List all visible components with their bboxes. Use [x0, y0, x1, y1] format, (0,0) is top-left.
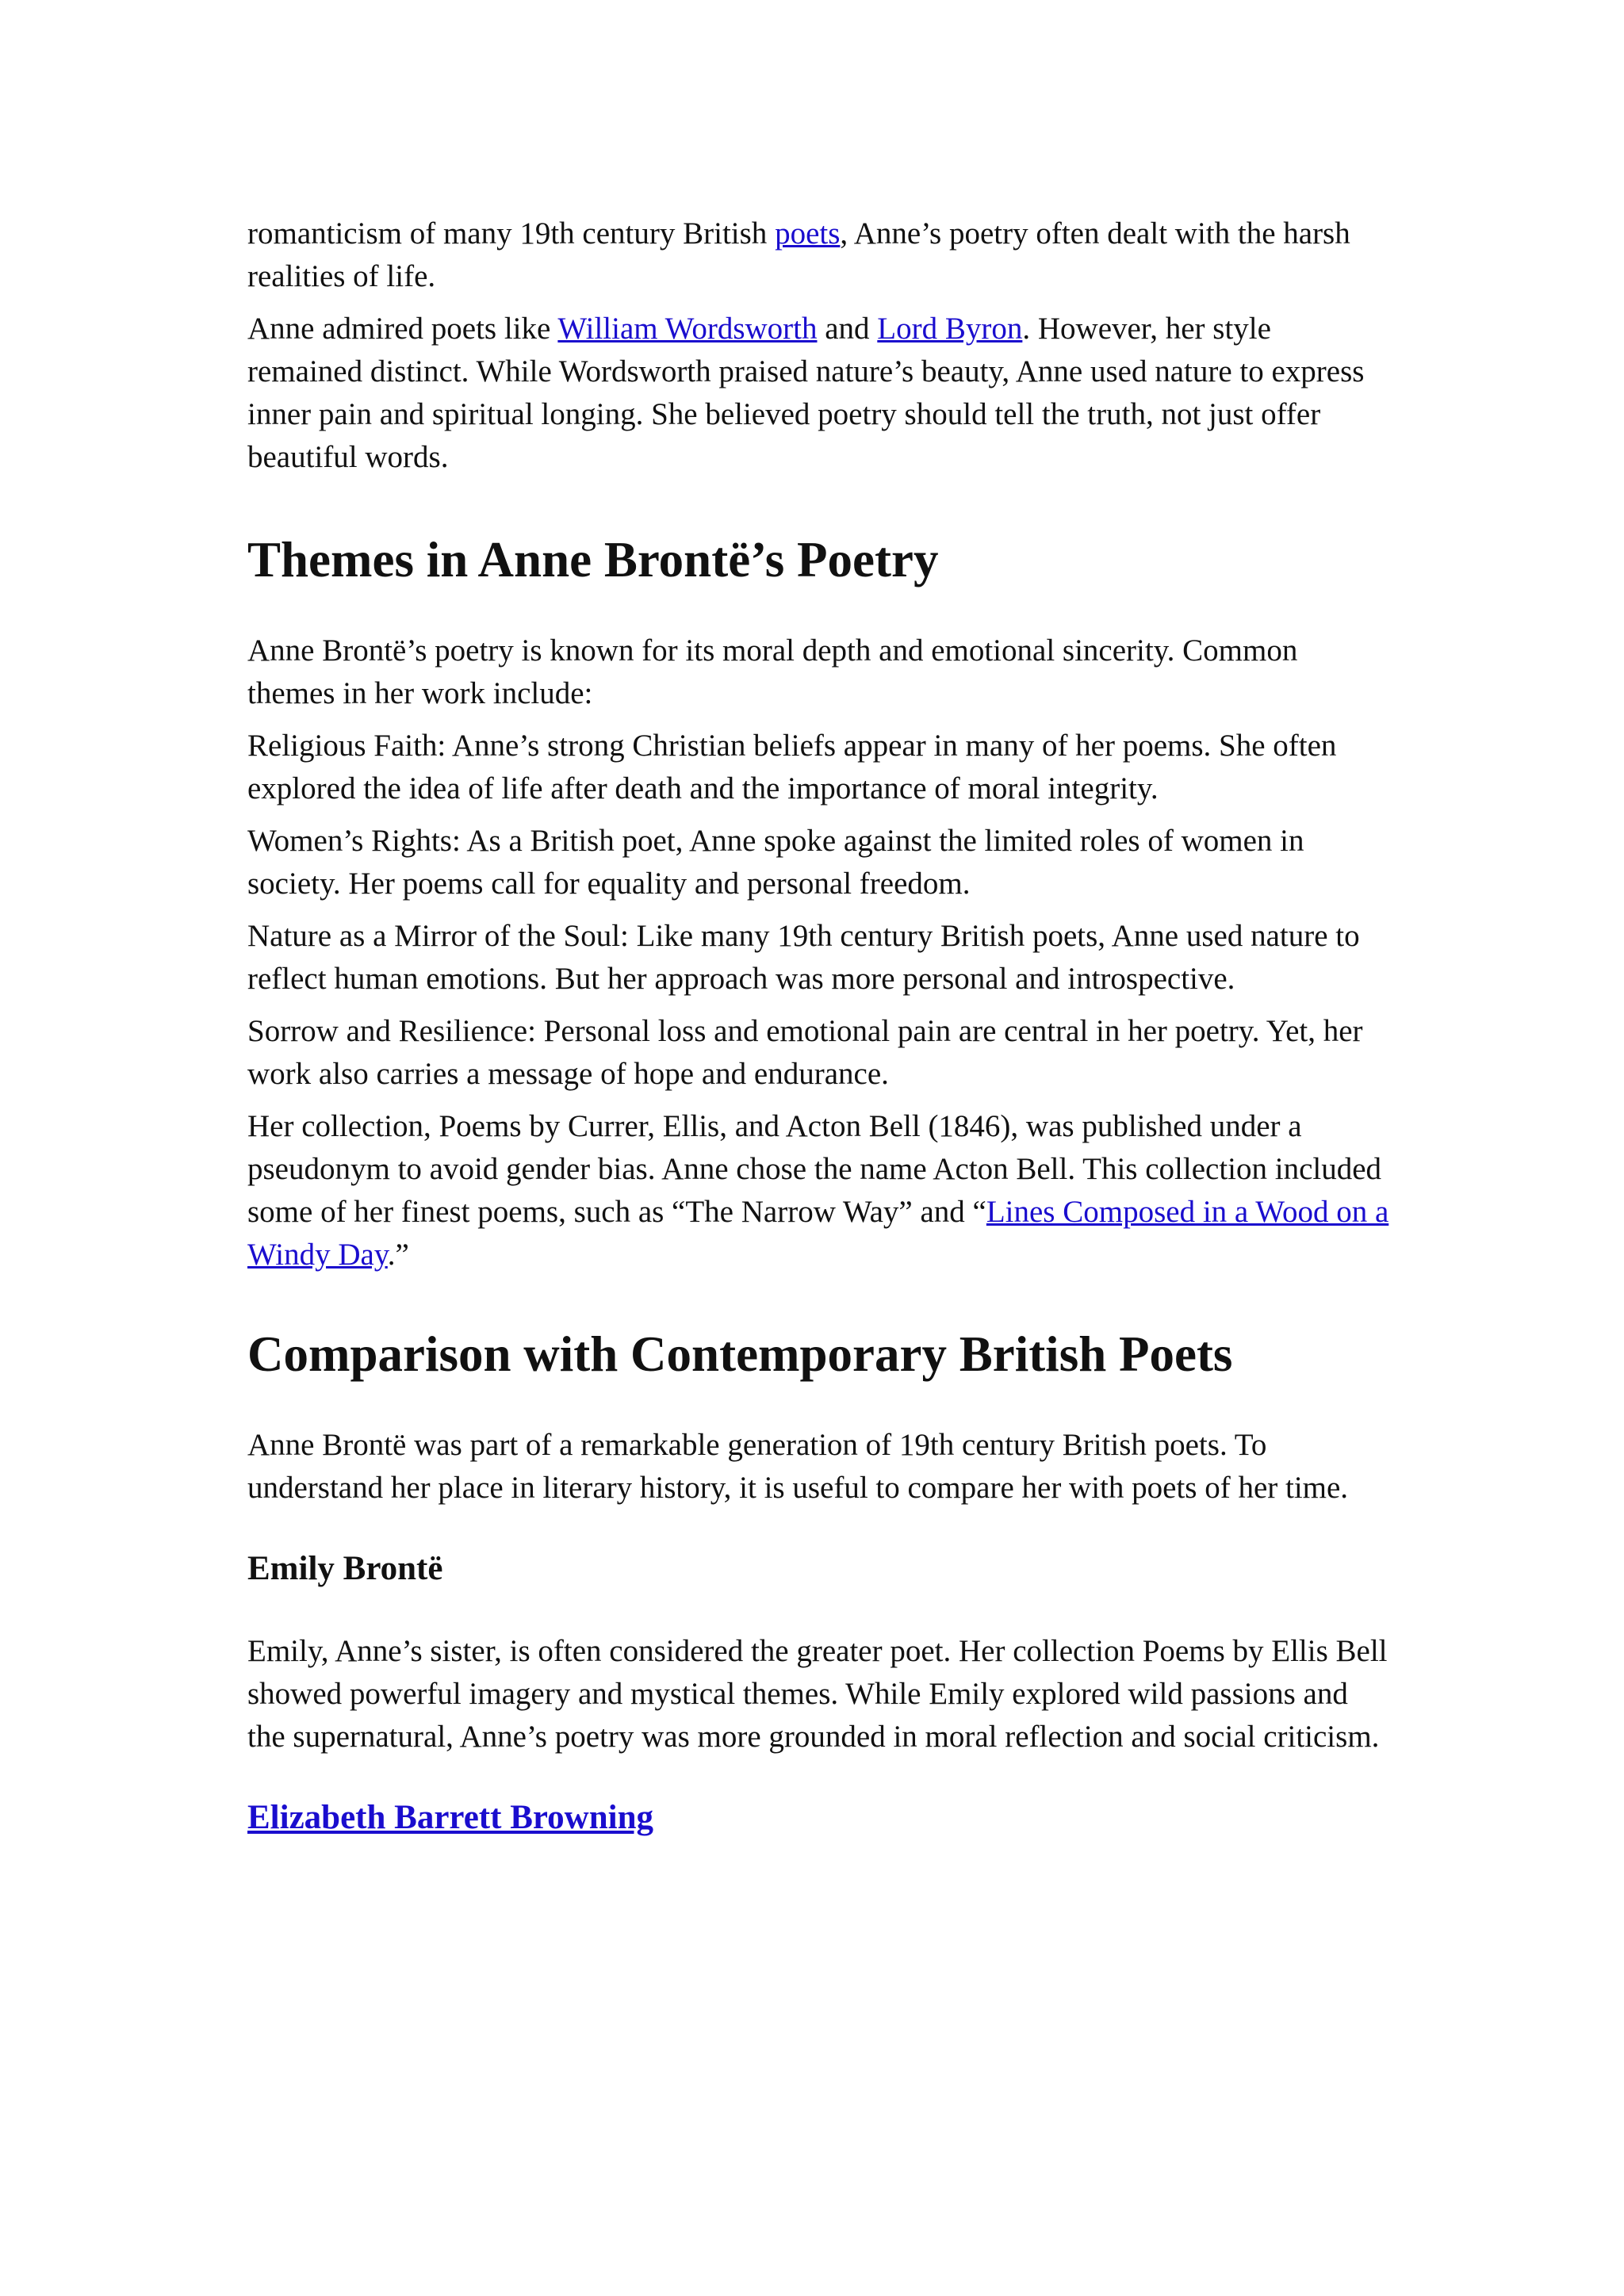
themes-heading: Themes in Anne Brontë’s Poetry [247, 532, 939, 587]
theme-item-religious-faith: Religious Faith: Anne’s strong Christian beliefs appear in many of her poems. She often explored the idea of life after death and the importance of moral integrity. [247, 729, 1337, 806]
intro-p2-before: Anne admired poets like [247, 312, 558, 346]
lines-composed-link[interactable]: Lines Composed in a Wood on a Windy Day [247, 1195, 1389, 1272]
intro-paragraph-2 [247, 308, 1389, 479]
theme-item-sorrow: Sorrow and Resilience: Personal loss and emotional pain are central in her poetry. Yet, her work also carries a message of hope and endurance. [247, 1014, 1363, 1091]
collection-paragraph [247, 1105, 1389, 1276]
emily-bronte-heading: Emily Brontë [247, 1550, 443, 1587]
theme-item-womens-rights: Women’s Rights: As a British poet, Anne spoke against the limited roles of women in society. Her poems call for equality and personal freedom. [247, 824, 1304, 901]
theme-item-nature: Nature as a Mirror of the Soul: Like many 19th century British poets, Anne used nature to reflect human emotions. But her approach was more personal and introspective. [247, 919, 1360, 996]
intro-paragraph-1 [247, 212, 1389, 298]
byron-link[interactable]: Lord Byron [877, 312, 1023, 346]
wordsworth-link[interactable]: William Wordsworth [557, 312, 818, 346]
elizabeth-browning-link[interactable]: Elizabeth Barrett Browning [247, 1799, 654, 1836]
intro-p1-before: romanticism of many 19th century British [247, 216, 776, 251]
document-page [247, 212, 1389, 1839]
collection-before: Her collection, Poems by Currer, Ellis, and Acton Bell (1846), was published under a pseudonym to avoid gender bias. Anne chose the name Acton Bell. This collection included some of her finest poems, such as “The Narrow Way” and “ [247, 1109, 1382, 1229]
intro-p2-after: . However, her style remained distinct. While Wordsworth praised nature’s beauty, Anne used nature to express inner pain and spiritual longing. She believed poetry should tell the truth, not just offer beautiful words. [247, 312, 1365, 474]
comparison-intro: Anne Brontë was part of a remarkable generation of 19th century British poets. To understand her place in literary history, it is useful to compare her with poets of her time. [247, 1428, 1349, 1505]
elizabeth-browning-heading [247, 1797, 1389, 1839]
collection-after: .” [387, 1238, 409, 1272]
themes-intro: Anne Brontë’s poetry is known for its moral depth and emotional sincerity. Common themes in her work include: [247, 633, 1298, 710]
intro-p2-mid: and [817, 312, 878, 346]
emily-bronte-paragraph: Emily, Anne’s sister, is often considered the greater poet. Her collection Poems by Ellis Bell showed powerful imagery and mystical themes. While Emily explored wild passions and the supernatural, Anne’s poetry was more grounded in moral reflection and social criticism. [247, 1634, 1388, 1754]
comparison-heading: Comparison with Contemporary British Poets [247, 1326, 1233, 1382]
intro-p1-after: , Anne’s poetry often dealt with the harsh realities of life. [247, 216, 1350, 293]
poets-link[interactable]: poets [775, 216, 841, 251]
